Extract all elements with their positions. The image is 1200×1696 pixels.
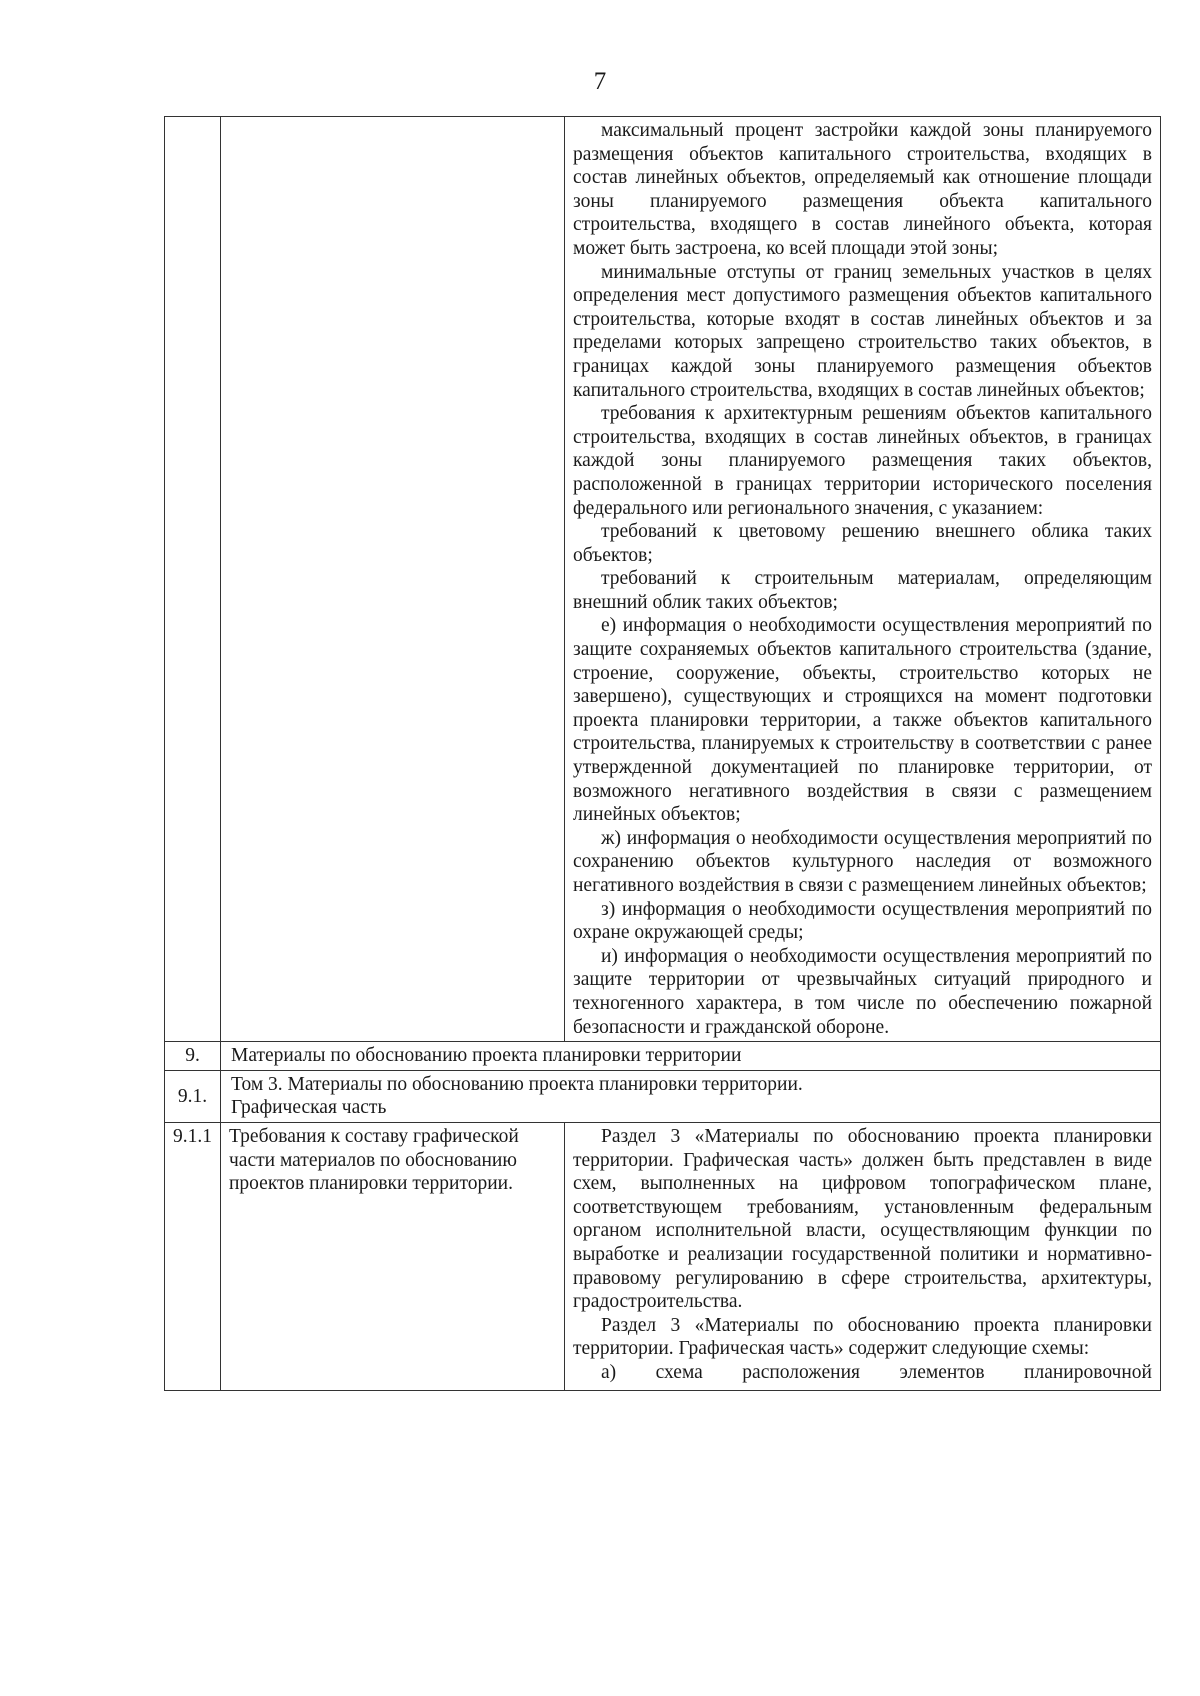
section-heading-continued: Графическая часть xyxy=(231,1097,387,1119)
requirement-paragraph: е) информация о необходимости осуществления мероприятий по защите сохраняемых объектов капитального строительства (здание, строение, сооружение, объекты, строительство которых не завершено), существующих и строящихся на момент подготовки проекта планировки территории, а также объектов капитального строительства, планируемых к строительству в соответствии с ранее утвержденной документацией по планировке территории, от возможного негативного воздействия в связи с размещением линейных объектов; xyxy=(573,615,1152,826)
table-row-continued xyxy=(165,117,1161,1042)
requirement-paragraph: минимальные отступы от границ земельных участков в целях определения мест допустимого размещения объектов капитального строительства, которые входят в состав линейных объектов и за пределами которых запрещено строительство таких объектов, в границах каждой зоны планируемого размещения объектов капитального строительства, входящих в состав линейных объектов; xyxy=(573,261,1152,401)
table-row-9 xyxy=(165,1042,1161,1071)
requirement-paragraph: Раздел 3 «Материалы по обоснованию проекта планировки территории. Графическая часть» должен быть представлен в виде схем, выполненных на цифровом топографическом плане, соответствующем требованиям, установленным федеральным органом исполнительной власти, осуществляющим функции по выработке и реализации государственной политики и нормативно-правовому регулированию в сфере строительства, архитектуры, градостроительства. xyxy=(573,1125,1152,1313)
row-name-cell xyxy=(221,117,565,1042)
requirement-paragraph: ж) информация о необходимости осуществления мероприятий по сохранению объектов культурного наследия от возможного негативного воздействия в связи с размещением линейных объектов; xyxy=(573,827,1152,896)
section-heading: Том 3. Материалы по обоснованию проекта планировки территории. xyxy=(231,1073,803,1095)
requirement-paragraph: требования к архитектурным решениям объектов капитального строительства, входящих в состав линейных объектов, в границах каждой зоны планируемого размещения таких объектов, расположенной в границах территории исторического поселения федерального или регионального значения, с указанием: xyxy=(573,403,1152,519)
requirement-paragraph: и) информация о необходимости осуществления мероприятий по защите территории от чрезвычайных ситуаций природного и техногенного характера, в том числе по обеспечению пожарной безопасности и гражданской обороне. xyxy=(573,945,1152,1038)
row-requirements-cell xyxy=(565,117,1161,1042)
row-number-cell xyxy=(165,117,221,1042)
row-requirements-cell xyxy=(565,1122,1161,1390)
section-heading: Материалы по обоснованию проекта планировки территории xyxy=(231,1045,742,1067)
table-row-9-1-1 xyxy=(165,1122,1161,1390)
section-heading-cell xyxy=(221,1042,1161,1071)
row-name-cell xyxy=(221,1122,565,1390)
row-number: 9.1.1 xyxy=(173,1125,212,1147)
page-number: 7 xyxy=(593,68,607,95)
requirement-paragraph: а) схема расположения элементов планировочной xyxy=(601,1361,1152,1383)
section-heading-cell xyxy=(221,1070,1161,1122)
row-number-cell: 9.1. xyxy=(165,1070,221,1122)
row-number-cell xyxy=(165,1122,221,1390)
requirement-paragraph: требований к цветовому решению внешнего облика таких объектов; xyxy=(573,521,1152,566)
requirement-paragraph: требований к строительным материалам, определяющим внешний облик таких объектов; xyxy=(573,568,1152,613)
table-row-9-1 xyxy=(165,1070,1161,1122)
requirement-paragraph: з) информация о необходимости осуществления мероприятий по охране окружающей среды; xyxy=(573,898,1152,944)
requirement-paragraph: Раздел 3 «Материалы по обоснованию проекта планировки территории. Графическая часть» содержит следующие схемы: xyxy=(573,1314,1152,1360)
row-name: Требования к составу графической части материалов по обоснованию проектов планировки территории. xyxy=(229,1125,519,1195)
requirements-table xyxy=(164,116,1161,1391)
row-number-cell: 9. xyxy=(165,1042,221,1071)
requirement-paragraph: максимальный процент застройки каждой зоны планируемого размещения объектов капитального строительства, входящих в состав линейных объектов, определяемый как отношение площади зоны планируемого размещения объекта капитального строительства, входящего в состав линейного объекта, которая может быть застроена, ко всей площади этой зоны; xyxy=(573,120,1152,259)
